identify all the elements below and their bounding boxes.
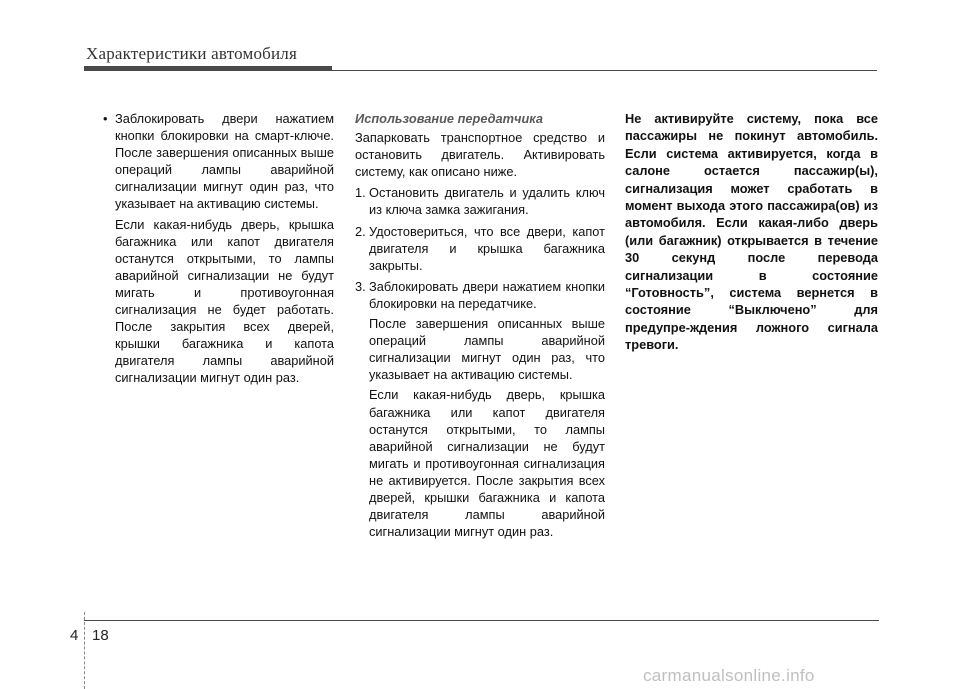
column-2 [355, 110, 605, 540]
step-item-3 [355, 278, 605, 312]
step-number: 3. [355, 278, 366, 294]
step-text: Остановить двигатель и удалить ключ из ключа замка зажигания. [369, 185, 605, 218]
bullet-text: Заблокировать двери нажатием кнопки блокировки на смарт-ключе. После завершения описанных выше операций лампы аварийной сигнализации мигнут один раз, что указывает на активацию системы. [115, 111, 334, 212]
step-text: Удостовериться, что все двери, капот двигателя и крышка багажника закрыты. [369, 223, 605, 273]
chapter-number: 4 [70, 627, 79, 644]
step-number: 1. [355, 185, 366, 201]
page-header-title: Характеристики автомобиля [86, 44, 297, 63]
column-3 [625, 110, 878, 354]
step-number: 2. [355, 223, 366, 239]
bullet-icon: • [103, 111, 108, 126]
bullet-follow-paragraph: Если какая-нибудь дверь, крышка багажника или капот двигателя останутся открытыми, то лампы аварийной сигнализации не будут мигать и противоугонная сигнализация не будет работать. После закрытия всех дверей, крышки багажника и капота двигателя лампы аварийной сигнализации мигнут один раз. [115, 216, 334, 386]
footer-rule [84, 620, 879, 621]
watermark: carmanualsonline.info [643, 666, 815, 685]
step-item-1 [355, 184, 605, 218]
step-item-2 [355, 223, 605, 274]
column-1 [102, 110, 334, 387]
section-title: Использование передатчика [355, 111, 544, 126]
section-intro: Запарковать транспортное средство и остановить двигатель. Активировать систему, как описано ниже. [355, 130, 605, 180]
header-rule-thick [84, 66, 332, 71]
header-rule-thin [332, 70, 877, 71]
step-3-paragraph-2: Если какая-нибудь дверь, крышка багажника или капот двигателя останутся открытыми, то лампы аварийной сигнализации не будут мигать и противоугонная сигнализация не активируется. После закрытия всех дверей, крышки багажника и капота двигателя лампы аварийной сигнализации мигнут один раз. [369, 387, 605, 540]
warning-text: Не активируйте систему, пока все пассажиры не покинут автомобиль. Если система активируется, когда в салоне остается пассажир(ы), сигнализация может сработать в момент выхода этого пассажира(ов) из автомобиля. Если какая-либо дверь (или багажник) открывается в течение 30 секунд после перевода сигнализации в состояние “Готовность”, система вернется в состояние “Выключено” для предупре-ждения ложного сигнала тревоги. [625, 111, 878, 353]
step-text: Заблокировать двери нажатием кнопки блокировки на передатчике. [369, 278, 605, 311]
footer-vertical-rule [84, 612, 86, 689]
page-number: 18 [92, 627, 109, 644]
step-3-paragraph-1: После завершения описанных выше операций лампы аварийной сигнализации мигнут один раз, что указывает на активацию системы. [369, 316, 605, 383]
bullet-item [102, 110, 334, 213]
